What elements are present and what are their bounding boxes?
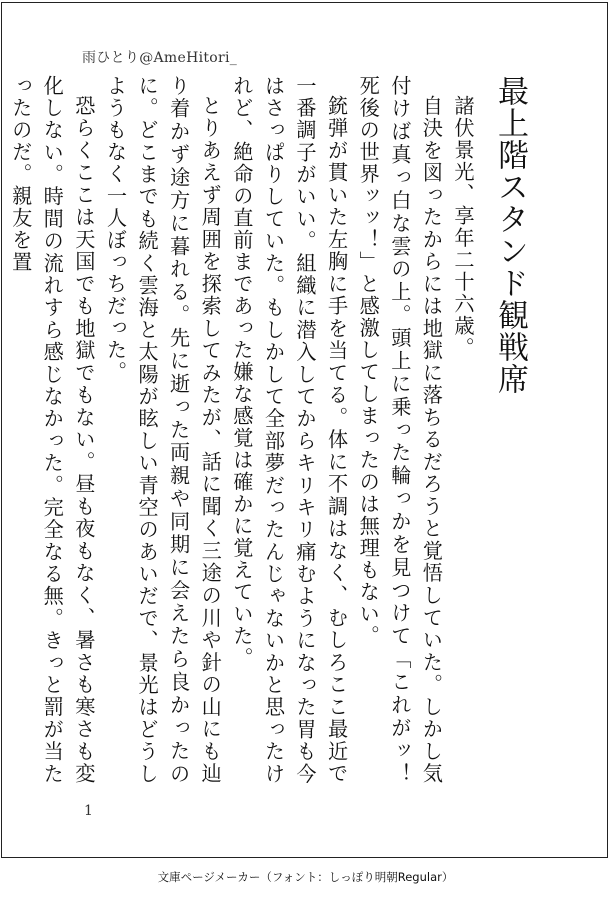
vertical-text-block	[8, 75, 532, 807]
author-handle: 雨ひとり@AmeHitori_	[82, 50, 238, 66]
story-title: 最上階スタンド観戦席	[492, 75, 528, 395]
book-page	[1, 2, 608, 858]
paragraph-2: 自決を図ったからには地獄に落ちるだろうと覚悟していた。しかし気付けば真っ白な雲の上。頭上に乗った輪っかを見つけて「これがッ！ 死後の世界ッッ！」と感激してしまったのは無理もない。	[356, 75, 444, 807]
paragraph-5: 恐らくここは天国でも地獄でもない。昼も夜もなく、暑さも寒さも変化しない。時間の流れすら感じなかった。完全なる無。きっと罰が当たったのだ。親友を置	[8, 75, 96, 785]
page-number: 1	[84, 803, 93, 819]
footer-caption: 文庫ページメーカー（フォント：しっぽり明朝Regular）	[157, 870, 454, 884]
paragraph-4: とりあえず周囲を探索してみたが、話に聞く三途の川や針の山にも辿り着かず途方に暮れる。先に逝った両親や同期に会えたら良かったのに。どこまでも続く雲海と太陽が眩しい青空のあいだで、景光はどうしようもなく一人ぼっちだった。	[103, 75, 223, 785]
paragraph-3: 銃弾が貫いた左胸に手を当てる。体に不調はなく、むしろここ最近で一番調子がいい。組織に潜入してからキリキリ痛むようになった胃も今はさっぱりしていた。もしかして全部夢だったんじゃないかと思ったけれど、絶命の直前まであった嫌な感覚は確かに覚えていた。	[229, 75, 349, 785]
paragraph-1: 諸伏景光、享年二十六歳。	[451, 95, 475, 360]
